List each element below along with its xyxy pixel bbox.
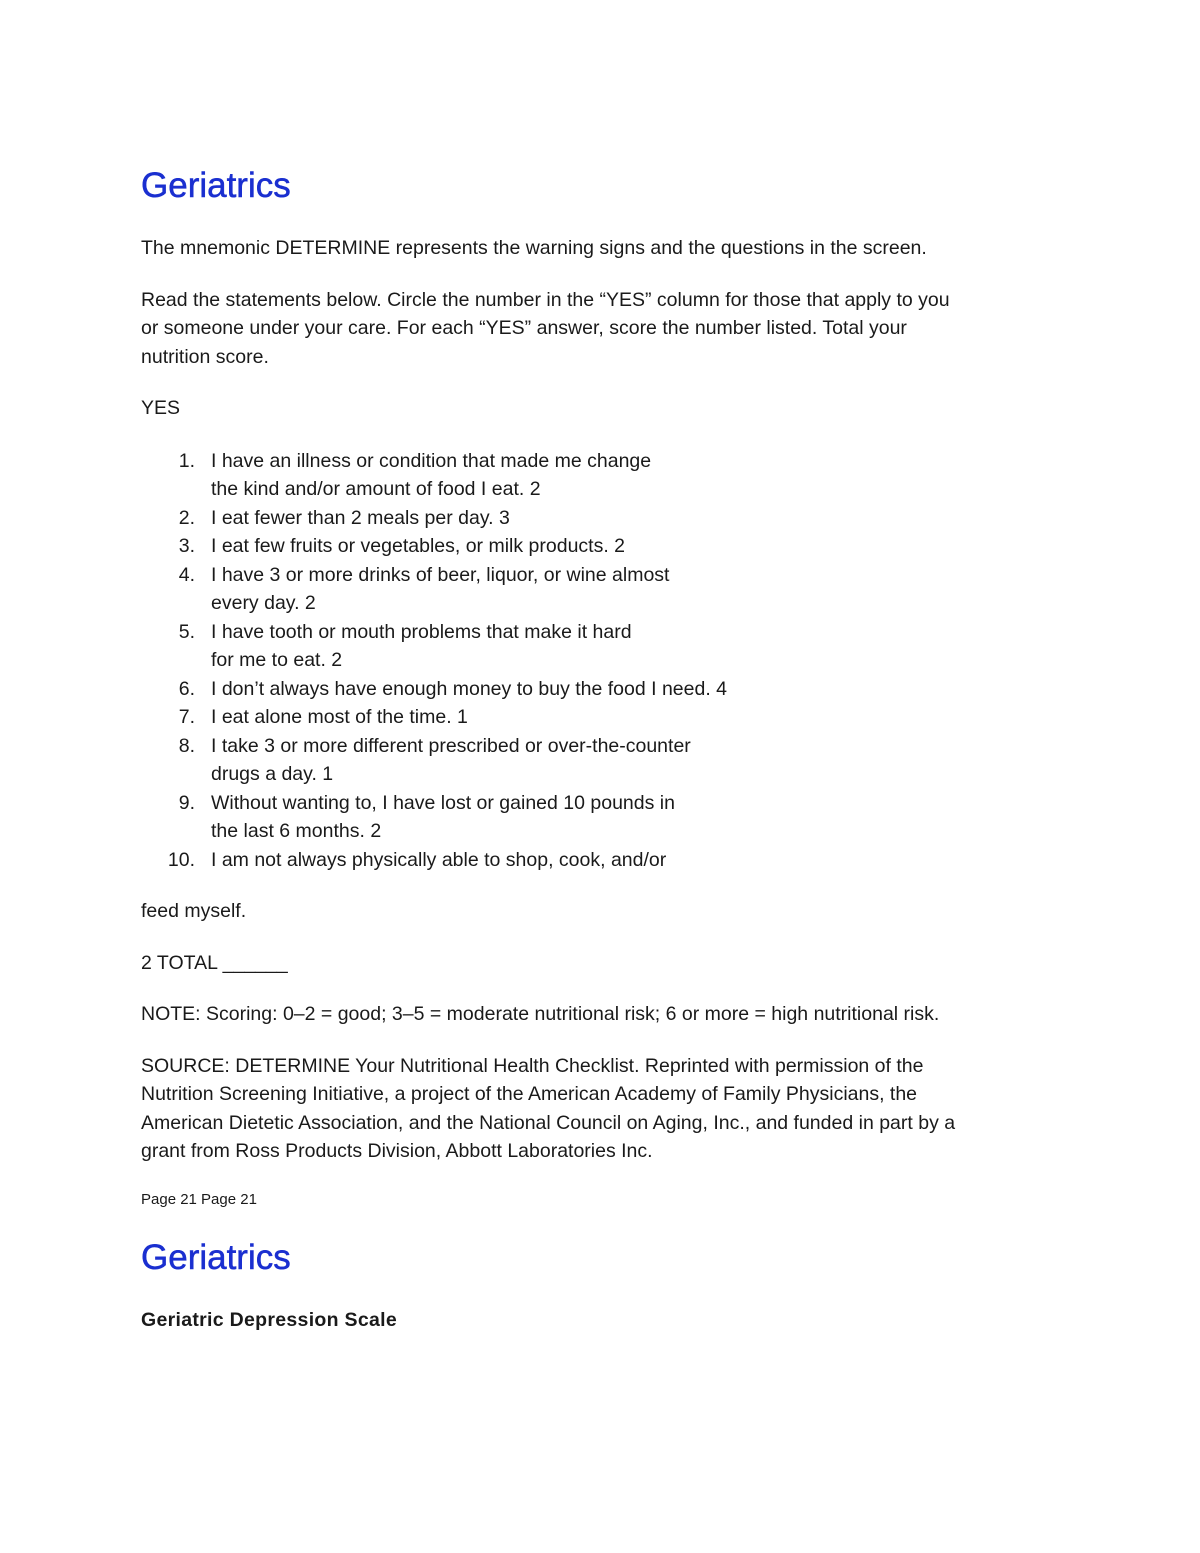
- list-item: [141, 618, 1061, 675]
- list-item-number: 8.: [178, 734, 195, 757]
- page-number: Page 21 Page 21: [141, 1190, 257, 1208]
- list-item-number: 5.: [178, 620, 195, 643]
- list-item-text: I eat few fruits or vegetables, or milk products. 2: [211, 535, 626, 557]
- list-item: [141, 846, 1061, 875]
- source-line: SOURCE: DETERMINE Your Nutritional Health Checklist. Reprinted with permission of the: [141, 1054, 924, 1077]
- list-item: [141, 532, 1061, 561]
- checklist: [141, 447, 1061, 875]
- page-content: [141, 160, 1061, 1334]
- instructions-line: or someone under your care. For each “YES” answer, score the number listed. Total your: [141, 317, 907, 339]
- instructions-paragraph: [141, 286, 1061, 372]
- list-item-number: 10.: [167, 848, 195, 871]
- list-item: [141, 504, 1061, 533]
- intro-paragraph: The mnemonic DETERMINE represents the warning signs and the questions in the screen.: [141, 237, 927, 259]
- list-item-number: 2.: [178, 506, 195, 529]
- list-item-text: I eat alone most of the time. 1: [211, 706, 468, 728]
- list-item: [141, 675, 1061, 704]
- source-line: grant from Ross Products Division, Abbott Laboratories Inc.: [141, 1140, 653, 1162]
- list-item-text: Without wanting to, I have lost or gained 10 pounds in: [211, 791, 675, 814]
- total-line: 2 TOTAL ______: [141, 951, 288, 974]
- list-item-text: for me to eat. 2: [211, 649, 343, 671]
- list-item-number: 9.: [178, 791, 195, 814]
- list-item-text: the kind and/or amount of food I eat. 2: [211, 478, 541, 500]
- list-item: [141, 561, 1061, 618]
- source-line: American Dietetic Association, and the National Council on Aging, Inc., and funded in part by a: [141, 1111, 956, 1134]
- list-item: [141, 732, 1061, 789]
- list-item-text: I have tooth or mouth problems that make it hard: [211, 620, 632, 643]
- list-item-text: I don’t always have enough money to buy the food I need. 4: [211, 677, 728, 700]
- list-item: [141, 789, 1061, 846]
- section-heading: Geriatrics: [141, 166, 291, 205]
- list-item-text: drugs a day. 1: [211, 763, 334, 785]
- list-item-text: every day. 2: [211, 592, 316, 614]
- list-item-number: 1.: [178, 449, 195, 472]
- continuation-text: feed myself.: [141, 900, 247, 922]
- scoring-note: NOTE: Scoring: 0–2 = good; 3–5 = moderate nutritional risk; 6 or more = high nutritional risk.: [141, 1003, 940, 1025]
- source-line: Nutrition Screening Initiative, a project of the American Academy of Family Physicians, the: [141, 1083, 918, 1105]
- list-item: [141, 447, 1061, 504]
- instructions-line: Read the statements below. Circle the number in the “YES” column for those that apply to you: [141, 288, 950, 311]
- yes-column-label: YES: [141, 397, 181, 419]
- list-item-text: I am not always physically able to shop, cook, and/or: [211, 848, 667, 871]
- source-paragraph: [141, 1052, 1061, 1166]
- list-item-text: the last 6 months. 2: [211, 820, 382, 842]
- list-item-number: 6.: [178, 677, 195, 700]
- list-item-number: 7.: [178, 706, 195, 728]
- list-item-text: I have 3 or more drinks of beer, liquor, or wine almost: [211, 563, 670, 586]
- list-item-number: 3.: [178, 535, 195, 557]
- section-heading: Geriatrics: [141, 1237, 291, 1277]
- list-item-text: I eat fewer than 2 meals per day. 3: [211, 506, 510, 529]
- subheading: Geriatric Depression Scale: [141, 1308, 398, 1331]
- list-item-number: 4.: [178, 563, 195, 586]
- instructions-line: nutrition score.: [141, 345, 269, 368]
- list-item: [141, 703, 1061, 732]
- list-item-text: I have an illness or condition that made me change: [211, 449, 652, 472]
- list-item-text: I take 3 or more different prescribed or over-the-counter: [211, 734, 691, 757]
